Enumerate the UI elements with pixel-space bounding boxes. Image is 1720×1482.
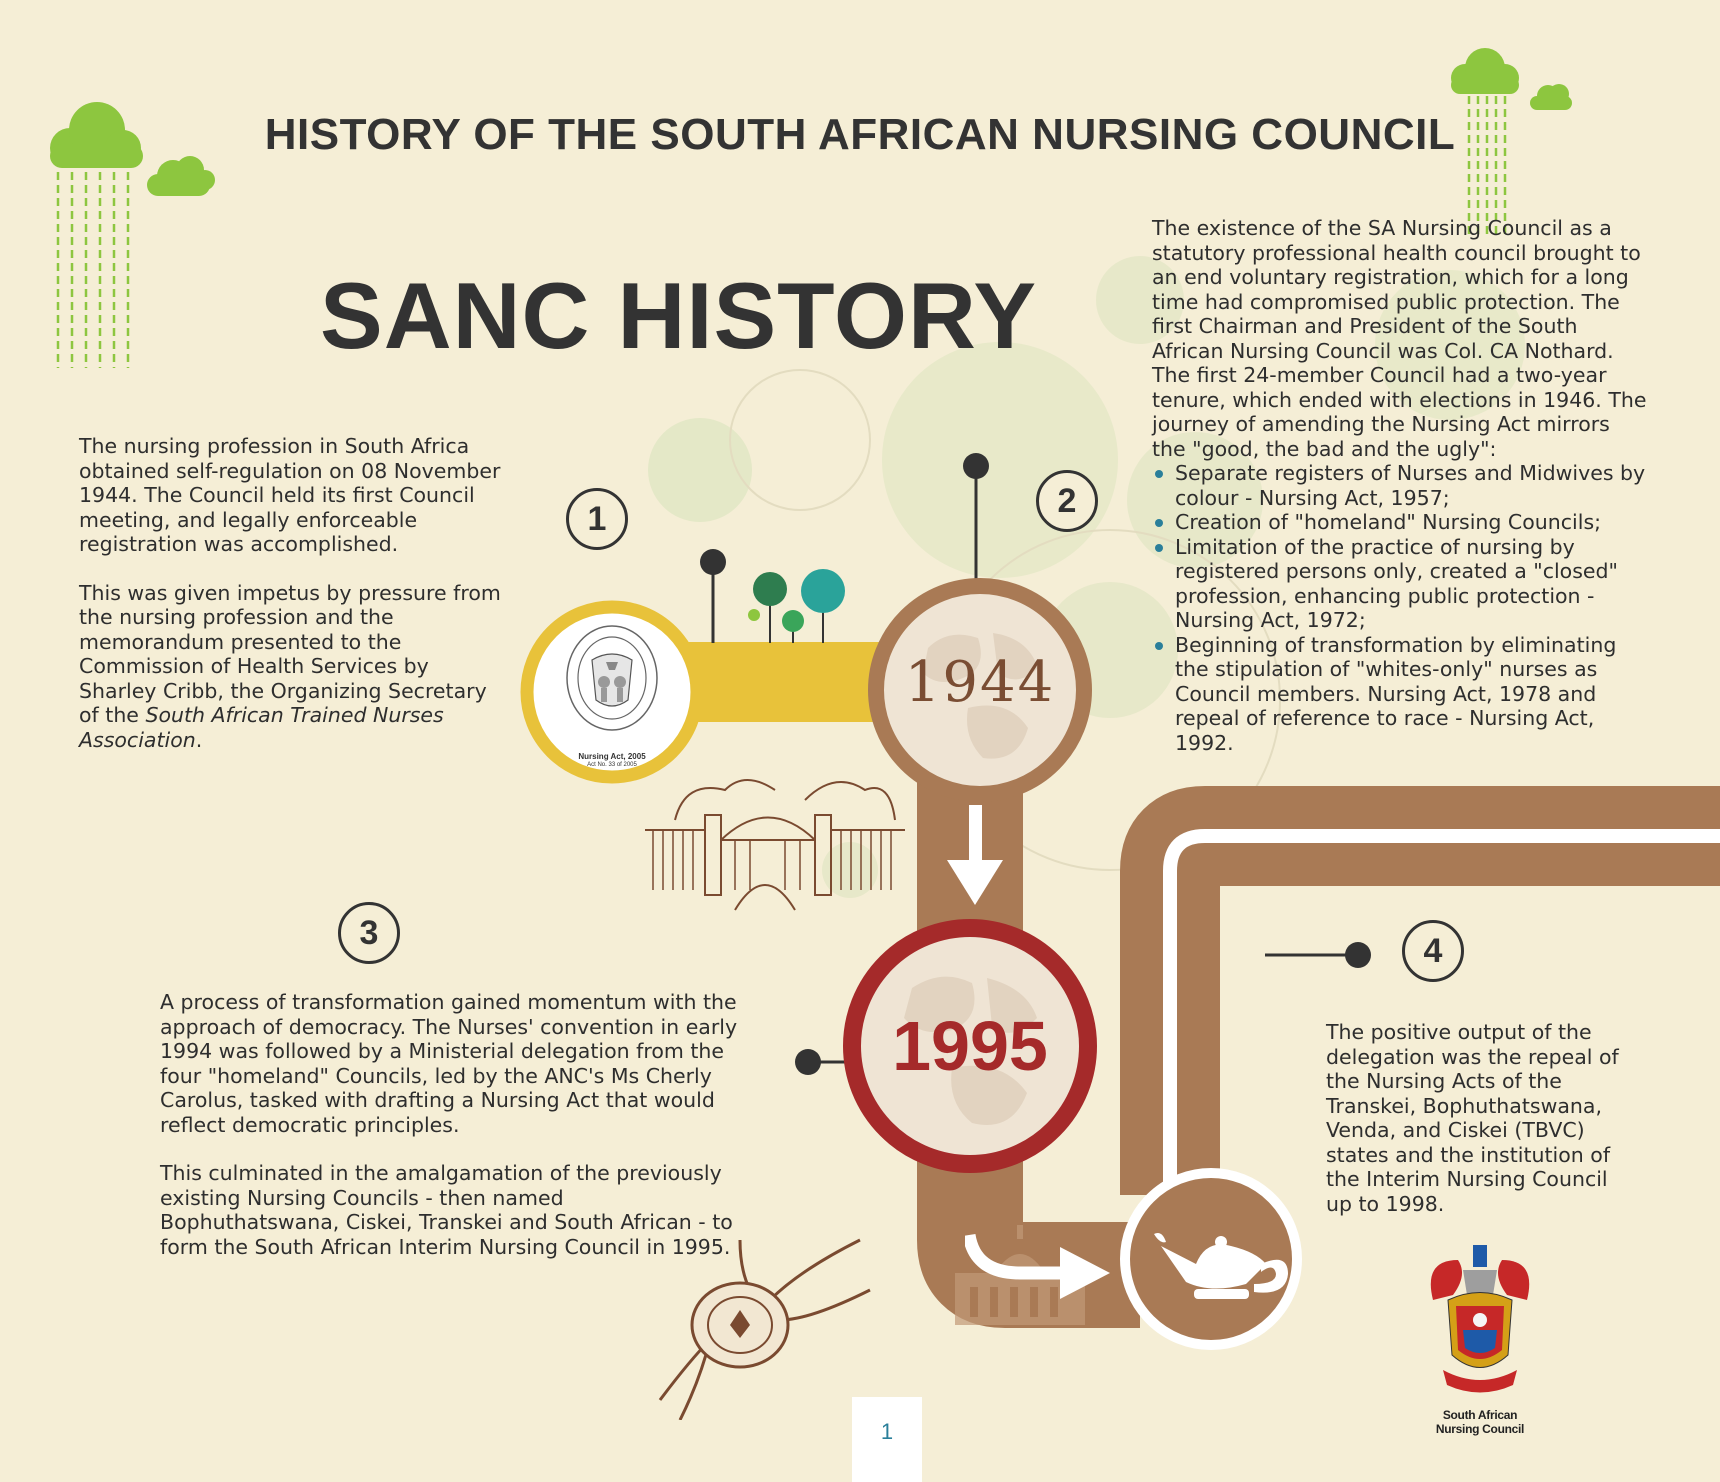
- section1-text: [79, 434, 509, 752]
- crest-label-line1: South African: [1442, 1408, 1518, 1422]
- section4-paragraph: The positive output of the delegation was the repeal of the Nursing Acts of the Transkei, Bophuthatswana, Venda, and Ciskei (TBVC) states and the institution of the Interim Nursing Council up to 1998.: [1326, 1020, 1619, 1216]
- wax-seal-icon: [640, 1230, 880, 1420]
- section1-paragraph2: [79, 581, 509, 753]
- section3-paragraph2: This culminated in the amalgamation of the previously existing Nursing Councils - then named Bophuthatswana, Ciskei, Transkei and South African - to form the South African Interim Nursing Council in 1995.: [160, 1161, 733, 1259]
- year-1995-label: 1995: [892, 1007, 1048, 1085]
- tree-icon: [745, 565, 850, 645]
- year-1944-label: 1944: [904, 650, 1056, 715]
- main-title: SANC HISTORY: [320, 263, 1038, 368]
- section-number-3: 3: [338, 902, 400, 964]
- year-1995-marker: [842, 918, 1098, 1174]
- section-number-2: 2: [1036, 470, 1098, 532]
- page-title: HISTORY OF THE SOUTH AFRICAN NURSING COUNCIL: [264, 110, 1456, 159]
- list-item: Beginning of transformation by eliminating the stipulation of "whites-only" nurses as Council members. Nursing Act, 1978 and repeal of reference to race - Nursing Act, 1992.: [1152, 633, 1647, 756]
- section1-paragraph1: The nursing profession in South Africa obtained self-regulation on 08 November 1944. The Council held its first Council meeting, and legally enforceable registration was accomplished.: [79, 434, 501, 556]
- section2-bullet-list: [1152, 461, 1647, 755]
- crest-label-line2: Nursing Council: [1435, 1422, 1525, 1436]
- association-name: South African Trained Nurses Association: [79, 703, 444, 752]
- section-number-4: 4: [1402, 920, 1464, 982]
- section3-paragraph1: A process of transformation gained momentum with the approach of democracy. The Nurses' convention in early 1994 was followed by a Ministerial delegation from the four "homeland" Councils, led by the ANC's Ms Cherly Carolus, tasked with drafting a Nursing Act that would reflect democratic principles.: [160, 990, 738, 1137]
- section-number-1: 1: [566, 488, 628, 550]
- arrow-right-icon: [965, 1225, 1115, 1300]
- council-crest: [1418, 1240, 1542, 1440]
- gate-illustration: [645, 760, 905, 918]
- crest-icon: [1418, 1240, 1542, 1400]
- section1-paragraph2-text: This was given impetus by pressure from the nursing profession and the memorandum presented to the Commission of Health Services by Sharley Cribb, the Organizing Secretary of the: [79, 580, 501, 727]
- list-item: Creation of "homeland" Nursing Councils;: [1152, 510, 1647, 535]
- seal-act-line2: Act No. 33 of 2005: [587, 762, 637, 768]
- lamp-icon: [1116, 1164, 1306, 1354]
- arrow-down-icon: [945, 805, 1005, 910]
- section2-text: [1152, 216, 1647, 755]
- section3-text: [160, 990, 740, 1259]
- section1-paragraph2-end: .: [195, 727, 203, 752]
- nursing-council-seal: [520, 600, 704, 784]
- page-number: 1: [852, 1397, 922, 1482]
- list-item: Limitation of the practice of nursing by registered persons only, created a "closed" profession, enhancing public protection - Nursing Act, 1972;: [1152, 535, 1647, 633]
- section2-intro: The existence of the SA Nursing Council as a statutory professional health council brought to an end voluntary registration, which for a long time had compromised public protection. The first Chairman and President of the South African Nursing Council was Col. CA Nothard. The first 24-member Council had a two-year tenure, which ended with elections in 1946. The journey of amending the Nursing Act mirrors the "good, the bad and the ugly":: [1152, 216, 1647, 461]
- list-item: Separate registers of Nurses and Midwives by colour - Nursing Act, 1957;: [1152, 461, 1647, 510]
- seal-act-line1: Nursing Act, 2005: [578, 752, 646, 761]
